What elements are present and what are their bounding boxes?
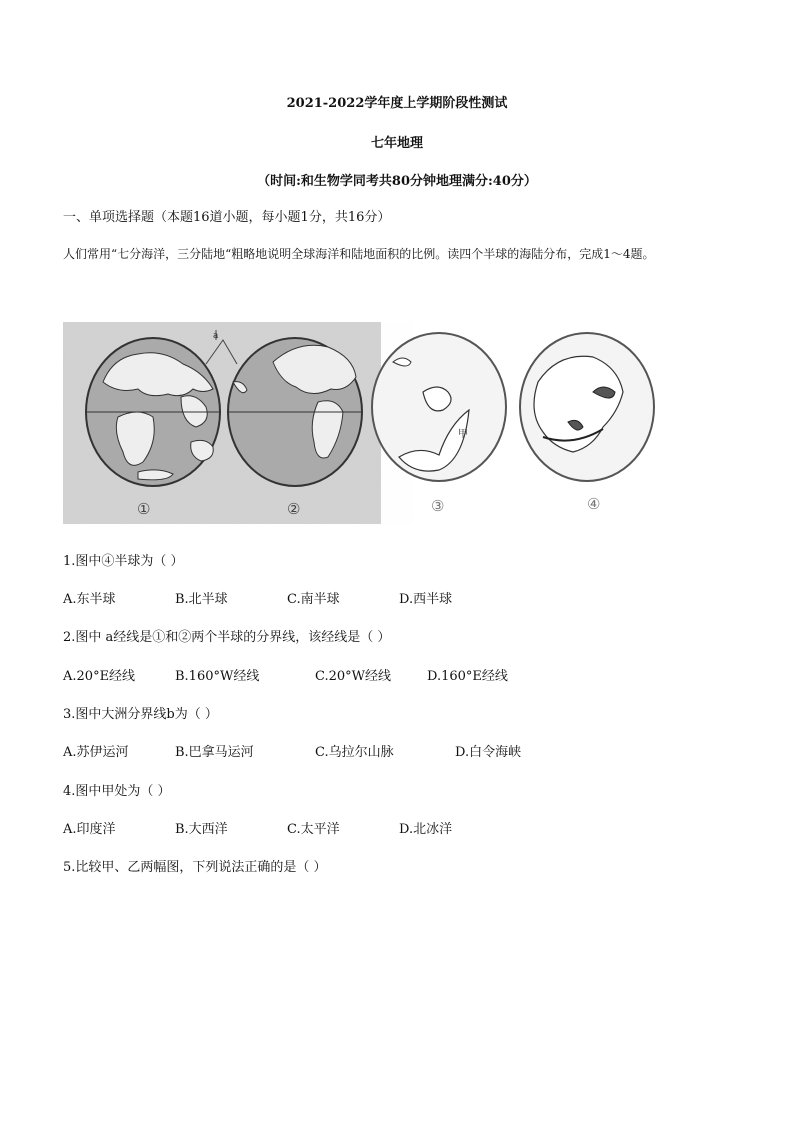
option: B.巴拿马运河 xyxy=(175,745,254,760)
option: B.大西洋 xyxy=(175,822,228,837)
option: B.北半球 xyxy=(175,592,228,607)
question-5-stem: 5.比较甲、乙两幅图，下列说法正确的是（ ） xyxy=(63,860,327,875)
subject-title: 七年地理 xyxy=(370,136,423,151)
hemisphere-1 xyxy=(86,338,220,486)
hemisphere-4-label: ④ xyxy=(587,495,601,513)
question-3-stem: 3.图中大洲分界线b为（ ） xyxy=(63,707,218,722)
option: C.南半球 xyxy=(287,592,340,607)
question-4-stem: 4.图中甲处为（ ） xyxy=(63,784,171,799)
option: D.160°E经线 xyxy=(427,669,508,684)
question-2-stem: 2.图中 a经线是①和②两个半球的分界线，该经线是（ ） xyxy=(63,630,391,645)
option: A.苏伊运河 xyxy=(63,745,129,760)
meridian-label-a: a xyxy=(213,331,219,341)
hemisphere-2 xyxy=(228,338,362,486)
option: C.20°W经线 xyxy=(315,669,392,684)
option: D.北冰洋 xyxy=(399,822,453,837)
option: D.西半球 xyxy=(399,592,453,607)
option: C.乌拉尔山脉 xyxy=(315,745,394,760)
option: A.印度洋 xyxy=(63,822,116,837)
option: A.20°E经线 xyxy=(63,669,136,684)
option: D.白令海峡 xyxy=(455,745,522,760)
section-intro: 人们常用“七分海洋，三分陆地“粗略地说明全球海洋和陆地面积的比例。读四个半球的海陆分布，完成1～4题。 xyxy=(63,247,655,261)
time-note: （时间:和生物学同考共80分钟地理满分:40分） xyxy=(257,174,537,189)
hemisphere-3-label: ③ xyxy=(431,497,445,515)
option: B.160°W经线 xyxy=(175,669,260,684)
option: A.东半球 xyxy=(63,592,116,607)
hemisphere-1-label: ① xyxy=(137,500,151,518)
option: C.太平洋 xyxy=(287,822,340,837)
exam-title: 2021-2022学年度上学期阶段性测试 xyxy=(286,96,508,111)
hemisphere-3 xyxy=(372,333,506,481)
section-heading: 一、单项选择题（本题16道小题，每小题1分，共16分） xyxy=(63,210,391,225)
jia-label: 甲 xyxy=(458,429,468,440)
hemispheres-figure xyxy=(63,322,673,524)
question-1-stem: 1.图中④半球为（ ） xyxy=(63,554,184,569)
hemisphere-2-label: ② xyxy=(287,500,301,518)
hemisphere-4 xyxy=(520,333,654,481)
